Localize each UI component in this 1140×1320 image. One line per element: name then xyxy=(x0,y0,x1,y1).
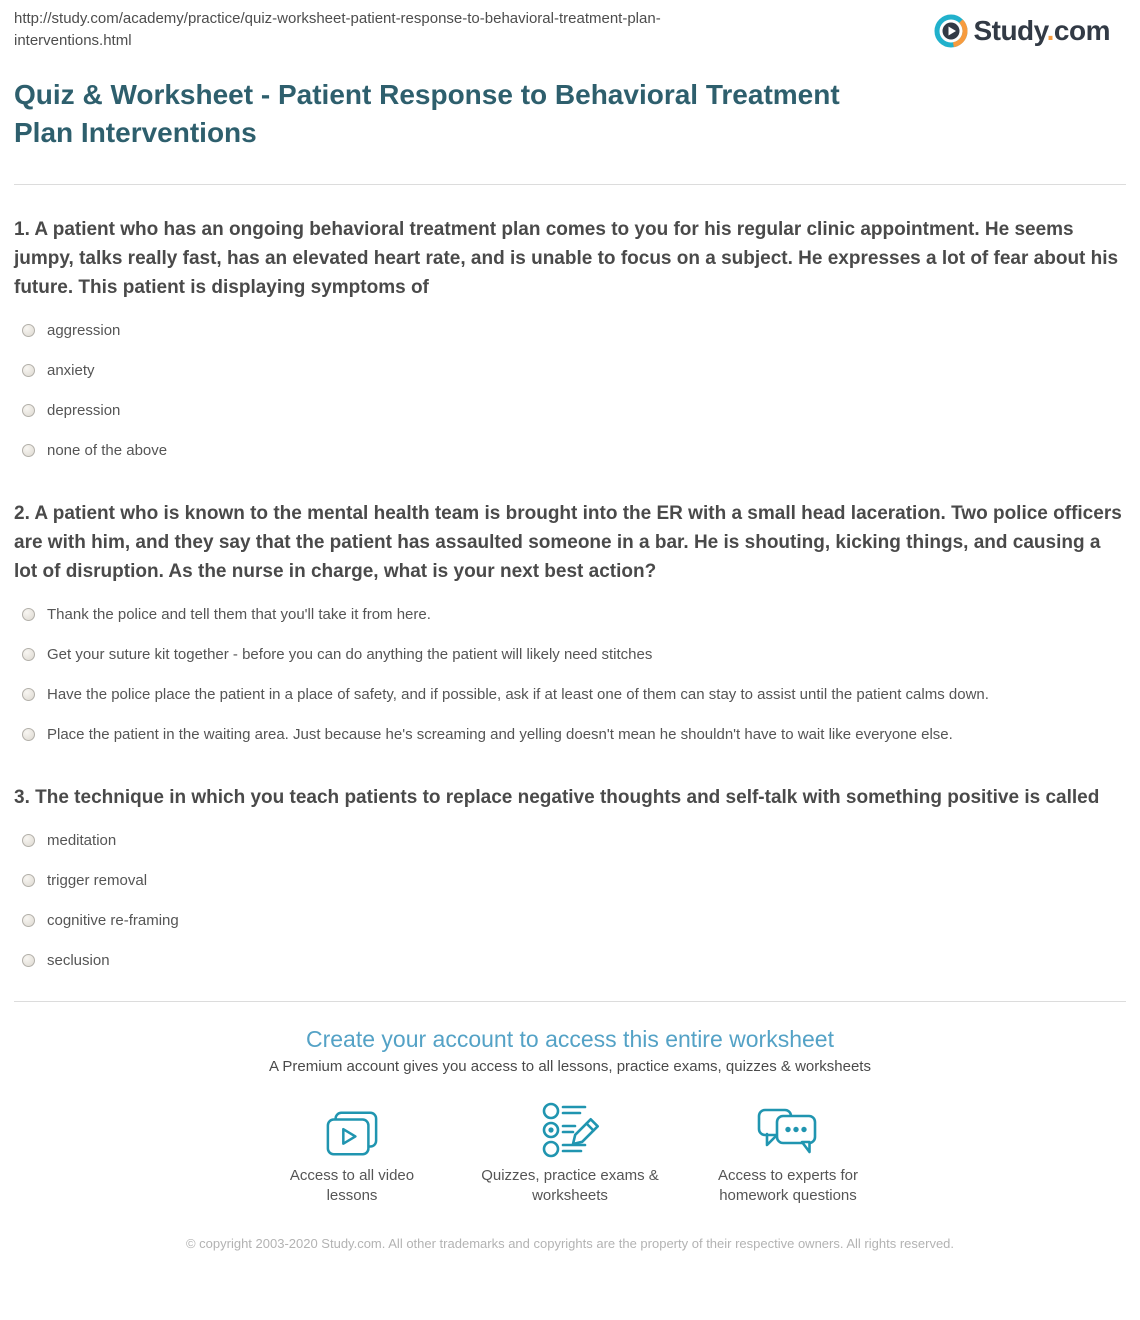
studycom-logo-text: Study.com xyxy=(973,15,1110,46)
question-2-option-3[interactable] xyxy=(14,686,1126,703)
question-3-text: 3. The technique in which you teach patients to replace negative thoughts and self-talk with something positive is called xyxy=(14,787,1100,808)
question-2-option-1[interactable] xyxy=(14,606,1126,623)
divider-bottom xyxy=(14,1001,1126,1002)
radio-button[interactable] xyxy=(22,444,35,457)
question-3-option-3[interactable] xyxy=(14,912,1126,929)
feature-caption: Access to experts for homework questions xyxy=(717,1167,859,1204)
feature-quizzes-worksheets xyxy=(461,1101,679,1206)
question-2 xyxy=(14,499,1126,743)
radio-button[interactable] xyxy=(22,874,35,887)
quiz-section xyxy=(14,215,1126,969)
option-label[interactable]: anxiety xyxy=(47,362,95,379)
option-label[interactable]: Have the police place the patient in a place of safety, and if possible, ask if at least one of them can stay to assist until the patient calms down. xyxy=(47,686,989,703)
radio-button[interactable] xyxy=(22,648,35,661)
page-url: http://study.com/academy/practice/quiz-worksheet-patient-response-to-behavioral-treatment-plan-interventions.html xyxy=(14,10,661,49)
homework-experts-icon xyxy=(757,1101,819,1159)
question-3-option-2[interactable] xyxy=(14,872,1126,889)
radio-button[interactable] xyxy=(22,954,35,967)
option-label[interactable]: trigger removal xyxy=(47,872,148,889)
radio-button[interactable] xyxy=(22,608,35,621)
option-label[interactable]: aggression xyxy=(47,322,121,339)
question-3-option-1[interactable] xyxy=(14,832,1126,849)
footer xyxy=(14,1234,1126,1253)
feature-homework-experts xyxy=(679,1101,897,1206)
quizzes-worksheets-icon xyxy=(539,1101,601,1159)
question-3 xyxy=(14,783,1126,969)
radio-button[interactable] xyxy=(22,404,35,417)
question-1 xyxy=(14,215,1126,459)
cta-section xyxy=(14,1024,1126,1206)
feature-caption: Quizzes, practice exams & worksheets xyxy=(481,1167,659,1204)
question-1-option-2[interactable] xyxy=(14,362,1126,379)
copyright-text: © copyright 2003-2020 Study.com. All other trademarks and copyrights are the property of their respective owners. All rights reserved. xyxy=(185,1236,955,1251)
option-label[interactable]: depression xyxy=(47,402,121,419)
option-label[interactable]: Get your suture kit together - before you can do anything the patient will likely need stitches xyxy=(47,646,653,663)
question-3-option-4[interactable] xyxy=(14,952,1126,969)
option-label[interactable]: Place the patient in the waiting area. Just because he's screaming and yelling doesn't mean he shouldn't have to wait like everyone else. xyxy=(47,726,953,743)
question-2-text: 2. A patient who is known to the mental health team is brought into the ER with a small head laceration. Two police officers are with him, and they say that the patient has assaulted someone in a bar. He is shouting, kicking things, and causing a lot of disruption. As the nurse in charge, what is your next best action? xyxy=(14,503,1122,582)
studycom-play-icon xyxy=(934,14,968,48)
feature-video-lessons xyxy=(243,1101,461,1206)
option-label[interactable]: none of the above xyxy=(47,442,168,459)
radio-button[interactable] xyxy=(22,364,35,377)
option-label[interactable]: meditation xyxy=(47,832,117,849)
radio-button[interactable] xyxy=(22,324,35,337)
page-title: Quiz & Worksheet - Patient Response to Behavioral Treatment Plan Interventions xyxy=(14,79,840,148)
question-1-option-1[interactable] xyxy=(14,322,1126,339)
feature-list xyxy=(14,1101,1126,1206)
radio-button[interactable] xyxy=(22,834,35,847)
question-1-text: 1. A patient who has an ongoing behavioral treatment plan comes to you for his regular clinic appointment. He seems jumpy, talks really fast, has an elevated heart rate, and is unable to focus on a subject. He expresses a lot of fear about his future. This patient is displaying symptoms of xyxy=(14,219,1119,298)
option-label[interactable]: Thank the police and tell them that you'll take it from here. xyxy=(47,606,431,623)
question-2-options xyxy=(14,606,1126,743)
cta-heading: Create your account to access this entire worksheet xyxy=(306,1026,834,1052)
feature-caption: Access to all video lessons xyxy=(289,1167,415,1204)
question-3-options xyxy=(14,832,1126,969)
studycom-logo[interactable] xyxy=(934,14,1110,48)
option-label[interactable]: cognitive re-framing xyxy=(47,912,179,929)
radio-button[interactable] xyxy=(22,688,35,701)
question-1-option-4[interactable] xyxy=(14,442,1126,459)
header xyxy=(14,8,1126,52)
radio-button[interactable] xyxy=(22,914,35,927)
option-label[interactable]: seclusion xyxy=(47,952,110,969)
divider-top xyxy=(14,184,1126,185)
question-1-options xyxy=(14,322,1126,459)
radio-button[interactable] xyxy=(22,728,35,741)
question-1-option-3[interactable] xyxy=(14,402,1126,419)
cta-subheading: A Premium account gives you access to all lessons, practice exams, quizzes & worksheets xyxy=(269,1058,871,1075)
video-lessons-icon xyxy=(325,1101,379,1159)
question-2-option-2[interactable] xyxy=(14,646,1126,663)
question-2-option-4[interactable] xyxy=(14,726,1126,743)
